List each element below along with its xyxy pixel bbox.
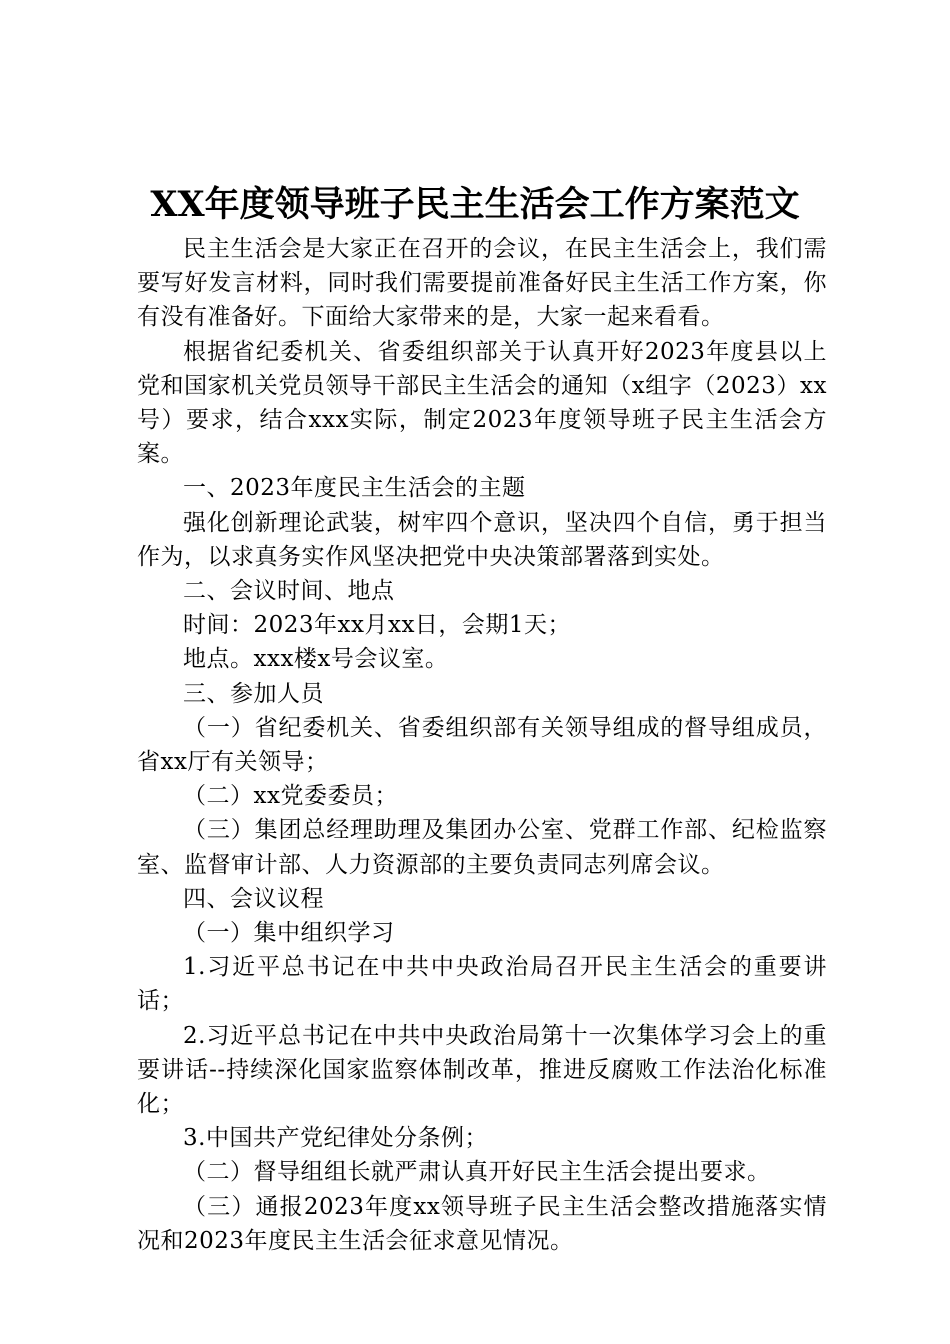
list-item-study-3: 3.中国共产党纪律处分条例； [183,1125,488,1152]
list-item-study-1: 1.习近平总书记在中共中央政治局召开民主生活会的重要讲话； [137,954,827,1015]
paragraph-time: 时间：2023年xx月xx日，会期1天； [183,612,572,639]
list-item-agenda-2: （二）督导组组长就严肃认真开好民主生活会提出要求。 [183,1159,771,1186]
list-item-participants-1: （一）省纪委机关、省委组织部有关领导组成的督导组成员，省xx厅有关领导； [137,714,827,776]
list-item-agenda-3: （三）通报2023年度xx领导班子民主生活会整改措施落实情况和2023年度民主生活会征求意见情况。 [137,1193,827,1254]
list-item-study-2: 2.习近平总书记在中共中央政治局第十一次集体学习会上的重要讲话--持续深化国家监察体制改革，推进反腐败工作法治化标准化； [137,1022,827,1118]
paragraph-place: 地点。xxx楼x号会议室。 [183,646,449,673]
list-item-participants-2: （二）xx党委委员； [183,783,398,810]
section-heading-participants: 三、参加人员 [183,680,324,707]
list-item-agenda-1: （一）集中组织学习 [183,920,395,947]
section-heading-time-place: 二、会议时间、地点 [183,578,395,605]
document-body [137,232,827,1258]
paragraph-theme: 强化创新理论武装，树牢四个意识，坚决四个自信，勇于担当作为，以求真务实作风坚决把党中央决策部署落到实处。 [137,509,827,570]
section-heading-theme: 一、2023年度民主生活会的主题 [183,475,526,502]
paragraph-basis: 根据省纪委机关、省委组织部关于认真开好2023年度县以上党和国家机关党员领导干部民主生活会的通知（x组字（2023）xx号）要求，结合xxx实际，制定2023年度领导班子民主生活会方案。 [137,338,827,468]
list-item-participants-3: （三）集团总经理助理及集团办公室、党群工作部、纪检监察室、监督审计部、人力资源部的主要负责同志列席会议。 [137,817,827,878]
document-title: XX年度领导班子民主生活会工作方案范文 [150,184,800,225]
section-heading-agenda: 四、会议议程 [183,885,324,912]
paragraph-intro: 民主生活会是大家正在召开的会议，在民主生活会上，我们需要写好发言材料，同时我们需要提前准备好民主生活工作方案，你有没有准备好。下面给大家带来的是，大家一起来看看。 [137,236,827,331]
